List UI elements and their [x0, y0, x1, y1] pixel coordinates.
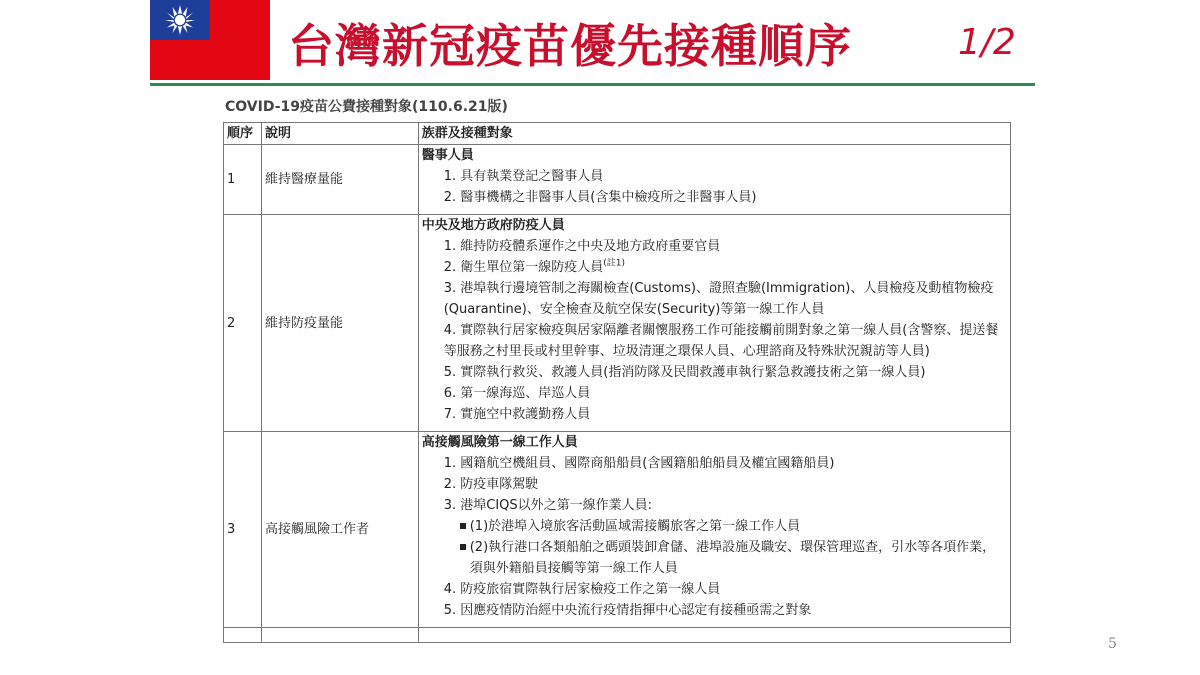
priority-table-container [223, 122, 1011, 660]
table-caption: COVID-19疫苗公費接種對象(110.6.21版) [225, 99, 508, 115]
table-row-continued [224, 628, 1011, 643]
footnote-marker: (註1) [603, 258, 626, 269]
title-divider [150, 83, 1035, 86]
group-heading: 高接觸風險第一線工作人員 [421, 435, 578, 450]
description-cell: 高接觸風險工作者 [261, 432, 418, 628]
column-header-order: 順序 [224, 123, 262, 145]
priority-table [223, 122, 1011, 643]
table-row [224, 215, 1011, 432]
sub-list-item-text: (2)執行港口各類船舶之碼頭裝卸倉儲、港埠設施及職安、環保管理巡查，引水等各項作業，須與外籍船員接觸等第一線工作人員 [469, 540, 996, 576]
description-cell: 維持醫療量能 [261, 145, 418, 215]
group-heading: 醫事人員 [421, 148, 474, 163]
table-row [224, 145, 1011, 215]
target-groups-cell [418, 628, 1010, 643]
list-item-text: 2. 衛生單位第一線防疫人員 [443, 260, 604, 275]
sub-list-item [422, 516, 1007, 537]
order-cell: 1 [224, 145, 262, 215]
list-item: 3. 港埠CIQS以外之第一線作業人員: [443, 498, 653, 513]
white-sun-icon [160, 0, 200, 40]
column-header-description: 說明 [261, 123, 418, 145]
description-cell: 維持防疫量能 [261, 215, 418, 432]
slide-page-number: 5 [1108, 636, 1117, 652]
group-heading: 中央及地方政府防疫人員 [421, 218, 565, 233]
page-title: 台灣新冠疫苗優先接種順序 [288, 19, 852, 73]
list-item: 1. 維持防疫體系運作之中央及地方政府重要官員 [443, 239, 721, 254]
list-item [422, 257, 1007, 278]
list-item: 2. 防疫車隊駕駛 [443, 477, 539, 492]
list-item: 6. 第一線海巡、岸巡人員 [443, 386, 591, 401]
order-cell [224, 628, 262, 643]
target-groups-cell [418, 215, 1010, 432]
list-item: 4. 實際執行居家檢疫與居家隔離者關懷服務工作可能接觸前開對象之第一線人員(含警察、提送餐等服務之村里長或村里幹事、垃圾清運之環保人員、心理諮商及特殊狀況親訪等人員) [443, 323, 999, 359]
sub-list-item [422, 537, 1007, 579]
list-item: 7. 實施空中救護勤務人員 [443, 407, 591, 422]
list-item: 5. 實際執行救災、救護人員(指消防隊及民間救護車執行緊急救護技術之第一線人員) [443, 365, 926, 380]
order-cell: 2 [224, 215, 262, 432]
target-groups-cell [418, 432, 1010, 628]
list-item: 2. 醫事機構之非醫事人員(含集中檢疫所之非醫事人員) [443, 190, 757, 205]
list-item: 3. 港埠執行邊境管制之海關檢查(Customs)、證照查驗(Immigration)、人員檢疫及動植物檢疫(Quarantine)、安全檢查及航空保安(Security)等第一線工作人員 [443, 281, 994, 317]
flag-canton [150, 0, 210, 40]
sub-list-item-text: (1)於港埠入境旅客活動區域需接觸旅客之第一線工作人員 [469, 519, 801, 534]
column-header-target-groups: 族群及接種對象 [418, 123, 1010, 145]
square-bullet-icon [460, 544, 466, 550]
page-indicator: 1/2 [958, 22, 1016, 63]
taiwan-flag-icon [150, 0, 270, 80]
list-item: 4. 防疫旅宿實際執行居家檢疫工作之第一線人員 [443, 582, 721, 597]
table-header-row [224, 123, 1011, 145]
list-item: 5. 因應疫情防治經中央流行疫情指揮中心認定有接種亟需之對象 [443, 603, 812, 618]
list-item: 1. 國籍航空機組員、國際商船船員(含國籍船舶船員及權宜國籍船員) [443, 456, 835, 471]
target-groups-cell [418, 145, 1010, 215]
list-item: 1. 具有執業登記之醫事人員 [443, 169, 604, 184]
table-row [224, 432, 1011, 628]
order-cell: 3 [224, 432, 262, 628]
description-cell [261, 628, 418, 643]
square-bullet-icon [460, 523, 466, 529]
